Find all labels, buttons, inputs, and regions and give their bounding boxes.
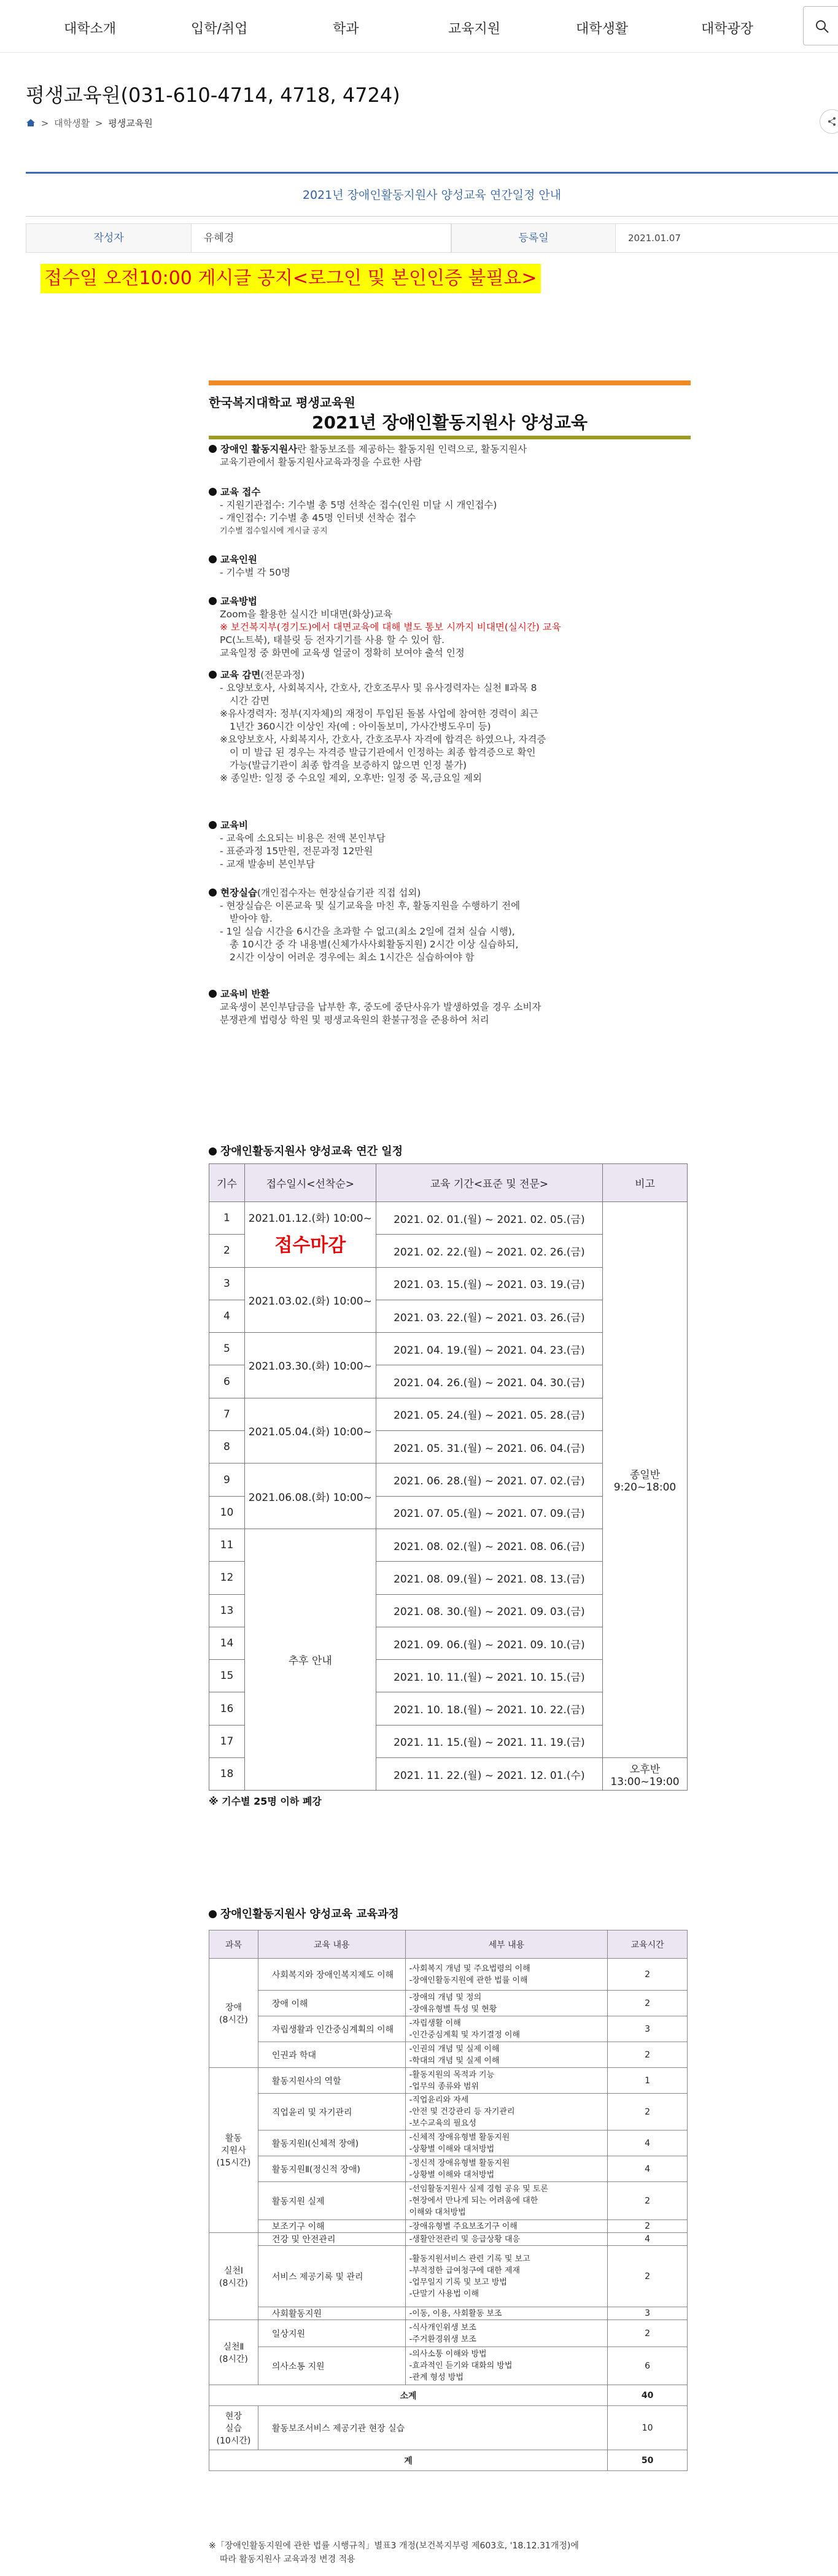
cohort-no: 18 [209, 1758, 245, 1791]
table-row [209, 2220, 688, 2233]
breadcrumb-separator-icon: > [95, 118, 103, 129]
cohort-no: 10 [209, 1496, 245, 1529]
nav-item-plaza[interactable]: 대학광장 [701, 21, 754, 37]
reduction-line: - 요양보호사, 사회복지사, 간호사, 간호조무사 및 유사경력자는 실천 Ⅱ과목 8 [220, 682, 537, 693]
subject-group-label: 현장 [225, 2411, 242, 2421]
fee-section [209, 819, 386, 871]
subject-group-label: 실천Ⅰ [223, 2266, 244, 2276]
course-detail [405, 1959, 608, 1991]
table-row [209, 2307, 688, 2320]
poster-organization: 한국복지대학교 평생교육원 [209, 395, 355, 410]
bullet-icon [209, 488, 217, 496]
course-detail-line: -보수교육의 필요성 [409, 2119, 476, 2128]
course-hours: 3 [608, 2016, 688, 2042]
schedule-section-title [209, 1143, 403, 1159]
course-period: 2021. 11. 22.(월) ~ 2021. 12. 01.(수) [376, 1758, 602, 1791]
course-period: 2021. 09. 06.(월) ~ 2021. 09. 10.(금) [376, 1627, 602, 1659]
share-button[interactable] [820, 109, 838, 134]
course-detail-line: -정신적 장애유형별 활동지원 [409, 2158, 510, 2168]
bullet-icon [209, 445, 217, 453]
nav-item-about[interactable]: 대학소개 [64, 21, 117, 37]
schedule-header-period: 교육 기간<표준 및 전문> [376, 1164, 602, 1202]
subject-group-cell [209, 2320, 258, 2385]
course-detail-line: -이동, 이용, 사회활동 보조 [409, 2308, 502, 2318]
subject-group-label: (15시간) [216, 2158, 251, 2168]
share-icon [827, 117, 837, 126]
course-detail-line: -안전 및 건강관리 등 자기관리 [409, 2107, 515, 2116]
subject-group-label: 실습 [225, 2423, 242, 2434]
home-icon[interactable] [26, 118, 36, 127]
course-hours: 2 [608, 2042, 688, 2068]
bullet-icon [209, 1147, 217, 1155]
schedule-footnote: ※ 기수별 25명 이하 폐강 [209, 1795, 322, 1807]
course-detail [405, 2042, 608, 2068]
course-detail-line: -관계 형성 방법 [409, 2373, 464, 2382]
course-detail [405, 2131, 608, 2156]
reduction-section [209, 669, 546, 785]
course-detail [405, 2320, 608, 2347]
closed-label: 접수마감 [274, 1235, 346, 1256]
intro-term: 장애인 활동지원사 [220, 444, 298, 455]
course-content: 활동지원Ⅰ(신체적 장애) [258, 2131, 405, 2156]
intro-section [209, 443, 527, 469]
course-detail-line: -직업윤리와 자세 [409, 2096, 469, 2105]
course-header-content: 교육 내용 [258, 1930, 405, 1959]
method-line: Zoom을 활용한 실시간 비대면(화상)교육 [220, 609, 393, 620]
course-hours: 2 [608, 1991, 688, 2016]
course-footnote [209, 2539, 579, 2566]
course-detail-line: -사회복지 개념 및 주요법령의 이해 [409, 1964, 530, 1973]
table-row [209, 2156, 688, 2182]
top-navigation [0, 0, 838, 53]
reduction-line: ※유사경력자: 정부(지자체)의 재정이 투입된 돌봄 사업에 참여한 경력이 최근 [220, 708, 538, 719]
course-period: 2021. 05. 31.(월) ~ 2021. 06. 04.(금) [376, 1431, 602, 1463]
subject-group-label: 장애 [225, 2002, 242, 2013]
fee-heading: 교육비 [220, 820, 248, 831]
cohort-no: 12 [209, 1562, 245, 1594]
refund-heading: 교육비 반환 [220, 989, 270, 1000]
poster-title-bar [209, 436, 691, 439]
course-period: 2021. 05. 24.(월) ~ 2021. 05. 28.(금) [376, 1398, 602, 1430]
course-hours: 3 [608, 2307, 688, 2320]
note-evening-label: 오후반 [629, 1763, 661, 1776]
course-detail [405, 2347, 608, 2385]
table-row [209, 2406, 688, 2450]
course-detail-line: -활동지원서비스 관련 기록 및 보고 [409, 2254, 530, 2264]
bullet-icon [209, 555, 217, 563]
course-hours: 2 [608, 2320, 688, 2347]
course-content: 서비스 제공기록 및 관리 [258, 2246, 405, 2307]
table-row [209, 2016, 688, 2042]
apply-date: 2021.01.12.(화) 10:00~ [248, 1213, 372, 1225]
cohort-no: 3 [209, 1267, 245, 1300]
course-hours: 2 [608, 2220, 688, 2233]
course-header-detail: 세부 내용 [405, 1930, 608, 1959]
quota-line: - 기수별 각 50명 [220, 567, 290, 578]
course-detail-line: -인권의 개념 및 실제 이해 [409, 2044, 500, 2054]
subtotal-hours: 40 [608, 2385, 688, 2406]
note-evening-time: 13:00~19:00 [610, 1775, 680, 1788]
note-evening-cell [603, 1758, 688, 1791]
course-period: 2021. 02. 22.(월) ~ 2021. 02. 26.(금) [376, 1235, 602, 1267]
page-title: 평생교육원(031-610-4714, 4718, 4724) [26, 83, 400, 107]
nav-item-departments[interactable]: 학과 [333, 21, 359, 37]
method-line: ※ 보건복지부(경기도)에서 대면교육에 대해 별도 통보 시까지 비대면(실시간) 교육 [220, 622, 561, 633]
course-detail-line: -생활안전관리 및 응급상황 대응 [409, 2234, 520, 2244]
nav-item-education-support[interactable]: 교육지원 [448, 21, 501, 37]
course-period: 2021. 08. 09.(월) ~ 2021. 08. 13.(금) [376, 1562, 602, 1594]
subject-group-label: 지원사 [221, 2146, 246, 2156]
course-detail-line: -주거환경위생 보조 [409, 2334, 476, 2344]
cohort-no: 1 [209, 1202, 245, 1235]
subject-group-label: (8시간) [219, 2015, 248, 2025]
course-detail-line: -상황별 이해와 대처방법 [409, 2170, 495, 2180]
table-row [209, 2131, 688, 2156]
intro-text: 란 활동보조를 제공하는 활동지원 인력으로, 활동지원사 [297, 444, 527, 455]
cohort-no: 4 [209, 1300, 245, 1332]
table-row [209, 1991, 688, 2016]
reduction-line: ※요양보호사, 사회복지사, 간호사, 간호조무사 자격에 합격은 하였으나, 자격증 [220, 734, 546, 745]
cohort-no: 16 [209, 1692, 245, 1725]
course-period: 2021. 11. 15.(월) ~ 2021. 11. 19.(금) [376, 1725, 602, 1757]
course-detail-line: 이해와 대처방법 [409, 2208, 466, 2217]
note-day-label: 종일반 [629, 1469, 661, 1482]
course-period: 2021. 07. 05.(월) ~ 2021. 07. 09.(금) [376, 1496, 602, 1529]
course-title-text: 장애인활동지원사 양성교육 교육과정 [220, 1908, 399, 1921]
cohort-no: 14 [209, 1627, 245, 1659]
bullet-icon [209, 671, 217, 679]
schedule-header-apply: 접수일시<선착순> [244, 1164, 376, 1202]
course-header-hours: 교육시간 [608, 1930, 688, 1959]
subtotal-label: 소계 [209, 2385, 608, 2406]
quota-heading: 교육인원 [220, 554, 257, 565]
subject-group-label: 실천Ⅱ [223, 2342, 244, 2352]
intro-text-line2: 교육기관에서 활동지원사교육과정을 수료한 사람 [220, 457, 422, 468]
course-hours: 10 [608, 2406, 688, 2450]
course-content: 장애 이해 [258, 1991, 405, 2016]
practice-line: - 1일 실습 시간을 6시간을 초과할 수 없고(최소 2일에 걸쳐 실습 시행), [220, 926, 515, 937]
practice-line: 2시간 이상이 어려운 경우에는 최소 1시간은 실습하여야 함 [230, 952, 475, 963]
course-footnote-line: 따라 활동지원사 교육과정 변경 적용 [220, 2555, 355, 2564]
course-period: 2021. 10. 11.(월) ~ 2021. 10. 15.(금) [376, 1660, 602, 1692]
apply-line: 기수별 접수일시에 게시글 공지 [220, 526, 328, 536]
course-detail-line: -의사소통 이해와 방법 [409, 2350, 487, 2359]
course-content: 직업윤리 및 자기관리 [258, 2094, 405, 2131]
reduction-line: 1년간 360시간 이상인 자(예 : 아이돌보미, 가사간병도우미 등) [230, 721, 491, 732]
author-value: 유혜경 [192, 223, 451, 253]
course-detail-line: -학대의 개념 및 실제 이해 [409, 2056, 500, 2065]
course-detail-line: -자립생활 이해 [409, 2018, 461, 2028]
board-post-title: 2021년 장애인활동지원사 양성교육 연간일정 안내 [26, 174, 838, 217]
method-heading: 교육방법 [220, 596, 257, 607]
apply-line: - 지원기관접수: 기수별 총 5명 선착순 접수(인원 미달 시 개인접수) [220, 499, 497, 511]
author-label: 작성자 [26, 223, 192, 253]
course-detail [405, 2094, 608, 2131]
course-hours: 2 [608, 1959, 688, 1991]
poster-title: 2021년 장애인활동지원사 양성교육 [311, 412, 588, 433]
course-content: 활동지원 실제 [258, 2182, 405, 2220]
practice-line: 총 10시간 중 각 내용별(신체가사사회활동지원) 2시간 이상 실습하되, [230, 939, 519, 950]
reduction-line: 시간 감면 [230, 695, 270, 706]
cohort-no: 2 [209, 1235, 245, 1267]
reduction-heading: 교육 감면 [220, 669, 261, 681]
poster-top-bar [209, 380, 691, 385]
course-section-title [209, 1905, 399, 1921]
course-period: 2021. 10. 18.(월) ~ 2021. 10. 22.(금) [376, 1692, 602, 1725]
course-detail-line: -선임활동지원사 실제 경험 공유 및 토론 [409, 2185, 548, 2194]
fee-line: - 표준과정 15만원, 전문과정 12만원 [220, 846, 373, 857]
course-detail-line: -활동지원의 목적과 기능 [409, 2070, 495, 2080]
course-detail-line: -업무일지 기록 및 보고 방법 [409, 2277, 507, 2287]
course-hours: 4 [608, 2233, 688, 2246]
course-period: 2021. 08. 30.(월) ~ 2021. 09. 03.(금) [376, 1594, 602, 1627]
apply-date: 2021.03.02.(화) 10:00~ [244, 1267, 376, 1333]
course-detail [405, 2182, 608, 2220]
refund-line: 분쟁관계 법령상 학원 및 평생교육원의 환불규정을 준용하여 처리 [220, 1014, 489, 1025]
breadcrumb [26, 117, 155, 129]
table-row [209, 2320, 688, 2347]
course-content: 일상지원 [258, 2320, 405, 2347]
course-period: 2021. 06. 28.(월) ~ 2021. 07. 02.(금) [376, 1463, 602, 1496]
subject-group-cell [209, 1959, 258, 2068]
fee-line: - 교육에 소요되는 비용은 전액 본인부담 [220, 833, 386, 844]
course-period: 2021. 04. 19.(월) ~ 2021. 04. 23.(금) [376, 1333, 602, 1365]
apply-date: 2021.06.08.(화) 10:00~ [244, 1463, 376, 1529]
course-period: 2021. 08. 02.(월) ~ 2021. 08. 06.(금) [376, 1529, 602, 1561]
practice-line: 받아야 함. [230, 913, 273, 924]
course-hours: 2 [608, 2246, 688, 2307]
course-detail-line: -장애의 개념 및 정의 [409, 1992, 482, 2002]
schedule-header-no: 기수 [209, 1164, 245, 1202]
course-content: 사회복지와 장애인복지제도 이해 [258, 1959, 405, 1991]
breadcrumb-separator-icon: > [41, 118, 49, 129]
course-content: 활동지원Ⅱ(정신적 장애) [258, 2156, 405, 2182]
course-hours: 2 [608, 2094, 688, 2131]
course-detail [405, 2246, 608, 2307]
bullet-icon [209, 597, 217, 605]
bullet-icon [209, 889, 217, 897]
search-button[interactable] [803, 6, 838, 45]
total-row [209, 2450, 688, 2471]
method-line: 교육일정 중 화면에 교육생 얼굴이 정확히 보여야 출석 인정 [220, 647, 465, 658]
course-detail-line: -상황별 이해와 대처방법 [409, 2144, 495, 2154]
course-period: 2021. 02. 01.(월) ~ 2021. 02. 05.(금) [376, 1202, 602, 1235]
course-period: 2021. 03. 15.(월) ~ 2021. 03. 19.(금) [376, 1267, 602, 1300]
table-row [209, 1959, 688, 1991]
date-value: 2021.01.07 [616, 223, 838, 253]
cohort-no: 5 [209, 1333, 245, 1365]
notice-banner: 접수일 오전10:00 게시글 공지<로그인 및 본인인증 불필요> [41, 264, 541, 293]
course-header-subject: 과목 [209, 1930, 258, 1959]
table-row [209, 2042, 688, 2068]
practice-heading: 현장실습 [220, 887, 257, 898]
course-hours: 6 [608, 2347, 688, 2385]
apply-date: 2021.03.30.(화) 10:00~ [244, 1333, 376, 1398]
refund-line: 교육생이 본인부담금을 납부한 후, 중도에 중단사유가 발생하였을 경우 소비자 [220, 1001, 541, 1012]
course-content: 활동보조서비스 제공기관 현장 실습 [258, 2406, 607, 2450]
course-detail [405, 2156, 608, 2182]
course-detail-line: -인간중심계획 및 자기결정 이해 [409, 2030, 520, 2040]
course-footnote-line: ※「장애인활동지원에 관한 법률 시행규칙」별표3 개정(보건복지부령 제603호, '18.12.31개정)에 [209, 2541, 579, 2551]
reduction-line: 이 미 발급 된 경우는 자격증 발급기관에서 인정하는 최종 합격증으로 확인 [230, 747, 536, 758]
practice-heading-note: (개인접수자는 현장실습기관 직접 섭외) [257, 887, 421, 898]
course-detail-line: -장애인활동지원에 관한 법률 이해 [409, 1975, 528, 1985]
reduction-line: ※ 종일반: 일정 중 수요일 제외, 오후반: 일정 중 목,금요일 제외 [220, 773, 482, 784]
apply-heading: 교육 접수 [220, 487, 261, 498]
course-detail [405, 2307, 608, 2320]
course-detail-line: -부적정한 급여청구에 대한 제재 [409, 2266, 520, 2275]
cohort-no: 7 [209, 1398, 245, 1430]
course-content: 활동지원사의 역할 [258, 2068, 405, 2094]
apply-line: - 개인접수: 기수별 총 45명 인터넷 선착순 접수 [220, 512, 416, 523]
cohort-no: 9 [209, 1463, 245, 1496]
course-detail [405, 1991, 608, 2016]
subject-group-cell [209, 2406, 258, 2450]
course-detail-line: -효과적인 듣기와 대화의 방법 [409, 2361, 513, 2370]
schedule-title-text: 장애인활동지원사 양성교육 연간 일정 [220, 1145, 403, 1158]
table-row [209, 2068, 688, 2094]
method-section [209, 595, 561, 660]
bullet-icon [209, 821, 217, 829]
course-table [209, 1930, 688, 2471]
apply-date-cell [244, 1202, 376, 1268]
practice-section [209, 887, 520, 964]
table-row [209, 2094, 688, 2131]
practice-line: - 현장실습은 이론교육 및 실기교육을 마친 후, 활동지원을 수행하기 전에 [220, 900, 521, 911]
table-row [209, 2182, 688, 2220]
quota-section [209, 553, 290, 579]
bullet-icon [209, 990, 217, 998]
course-detail [405, 2220, 608, 2233]
subject-group-label: 활동 [225, 2134, 242, 2143]
search-icon [815, 19, 829, 34]
course-detail [405, 2068, 608, 2094]
course-content: 의사소통 지원 [258, 2347, 405, 2385]
apply-date: 2021.05.04.(화) 10:00~ [244, 1398, 376, 1463]
nav-item-admission[interactable]: 입학/취업 [191, 21, 248, 37]
reduction-line: 가능(발급기관이 최종 합격을 보증하지 않으면 인정 불가) [230, 760, 467, 771]
bullet-icon [209, 1910, 217, 1918]
course-content: 건강 및 안전관리 [258, 2233, 405, 2246]
date-label: 등록일 [451, 223, 616, 253]
note-day-time: 9:20~18:00 [613, 1481, 677, 1494]
course-detail-line: -장애유형별 특성 및 현황 [409, 2004, 497, 2014]
cohort-no: 11 [209, 1529, 245, 1561]
course-detail-line: -단말기 사용법 이해 [409, 2289, 479, 2299]
cohort-no: 13 [209, 1594, 245, 1627]
course-period: 2021. 04. 26.(월) ~ 2021. 04. 30.(금) [376, 1365, 602, 1398]
nav-item-campus-life[interactable]: 대학생활 [576, 21, 629, 37]
total-label: 계 [209, 2450, 608, 2471]
course-hours: 4 [608, 2156, 688, 2182]
course-detail-line: -식사개인위생 보조 [409, 2323, 476, 2332]
course-detail-line: -업무의 종류와 범위 [409, 2081, 479, 2091]
subtotal-row [209, 2385, 688, 2406]
course-hours: 1 [608, 2068, 688, 2094]
table-row [209, 2233, 688, 2246]
course-detail [405, 2233, 608, 2246]
course-content: 보조기구 이해 [258, 2220, 405, 2233]
apply-section [209, 486, 497, 538]
method-line: PC(노트북), 태블릿 등 전자기기를 사용 할 수 있어 함. [220, 634, 445, 646]
course-detail-line: -신체적 장애유형별 활동지원 [409, 2132, 510, 2142]
fee-line: - 교재 발송비 본인부담 [220, 858, 316, 870]
course-content: 자립생활과 인간중심계획의 이해 [258, 2016, 405, 2042]
total-hours: 50 [608, 2450, 688, 2471]
refund-section [209, 988, 541, 1027]
cohort-no: 6 [209, 1365, 245, 1398]
course-content: 사회활동지원 [258, 2307, 405, 2320]
course-detail [405, 2016, 608, 2042]
course-hours: 2 [608, 2182, 688, 2220]
course-content: 인권과 학대 [258, 2042, 405, 2068]
breadcrumb-item-current: 평생교육원 [108, 118, 153, 129]
subject-group-label: (10시간) [216, 2435, 251, 2446]
course-hours: 4 [608, 2131, 688, 2156]
cohort-no: 15 [209, 1660, 245, 1692]
table-row [209, 1202, 688, 1235]
schedule-table [209, 1163, 688, 1791]
subject-group-label: (8시간) [219, 2278, 248, 2288]
schedule-header-note: 비고 [603, 1164, 688, 1202]
reduction-heading-note: (전문과정) [260, 669, 305, 681]
course-detail-line: -현장에서 만나게 되는 어려움에 대한 [409, 2196, 538, 2205]
subject-group-cell [209, 2068, 258, 2233]
table-row [209, 2246, 688, 2307]
breadcrumb-item-campus-life[interactable]: 대학생활 [54, 118, 90, 129]
subject-group-label: (8시간) [219, 2354, 248, 2364]
apply-date: 추후 안내 [244, 1529, 376, 1790]
course-detail-line: -장애유형별 주요보조기구 이해 [409, 2221, 518, 2231]
cohort-no: 8 [209, 1431, 245, 1463]
cohort-no: 17 [209, 1725, 245, 1757]
table-row [209, 2347, 688, 2385]
note-day-cell [603, 1202, 688, 1758]
course-period: 2021. 03. 22.(월) ~ 2021. 03. 26.(금) [376, 1300, 602, 1332]
subject-group-cell [209, 2233, 258, 2320]
